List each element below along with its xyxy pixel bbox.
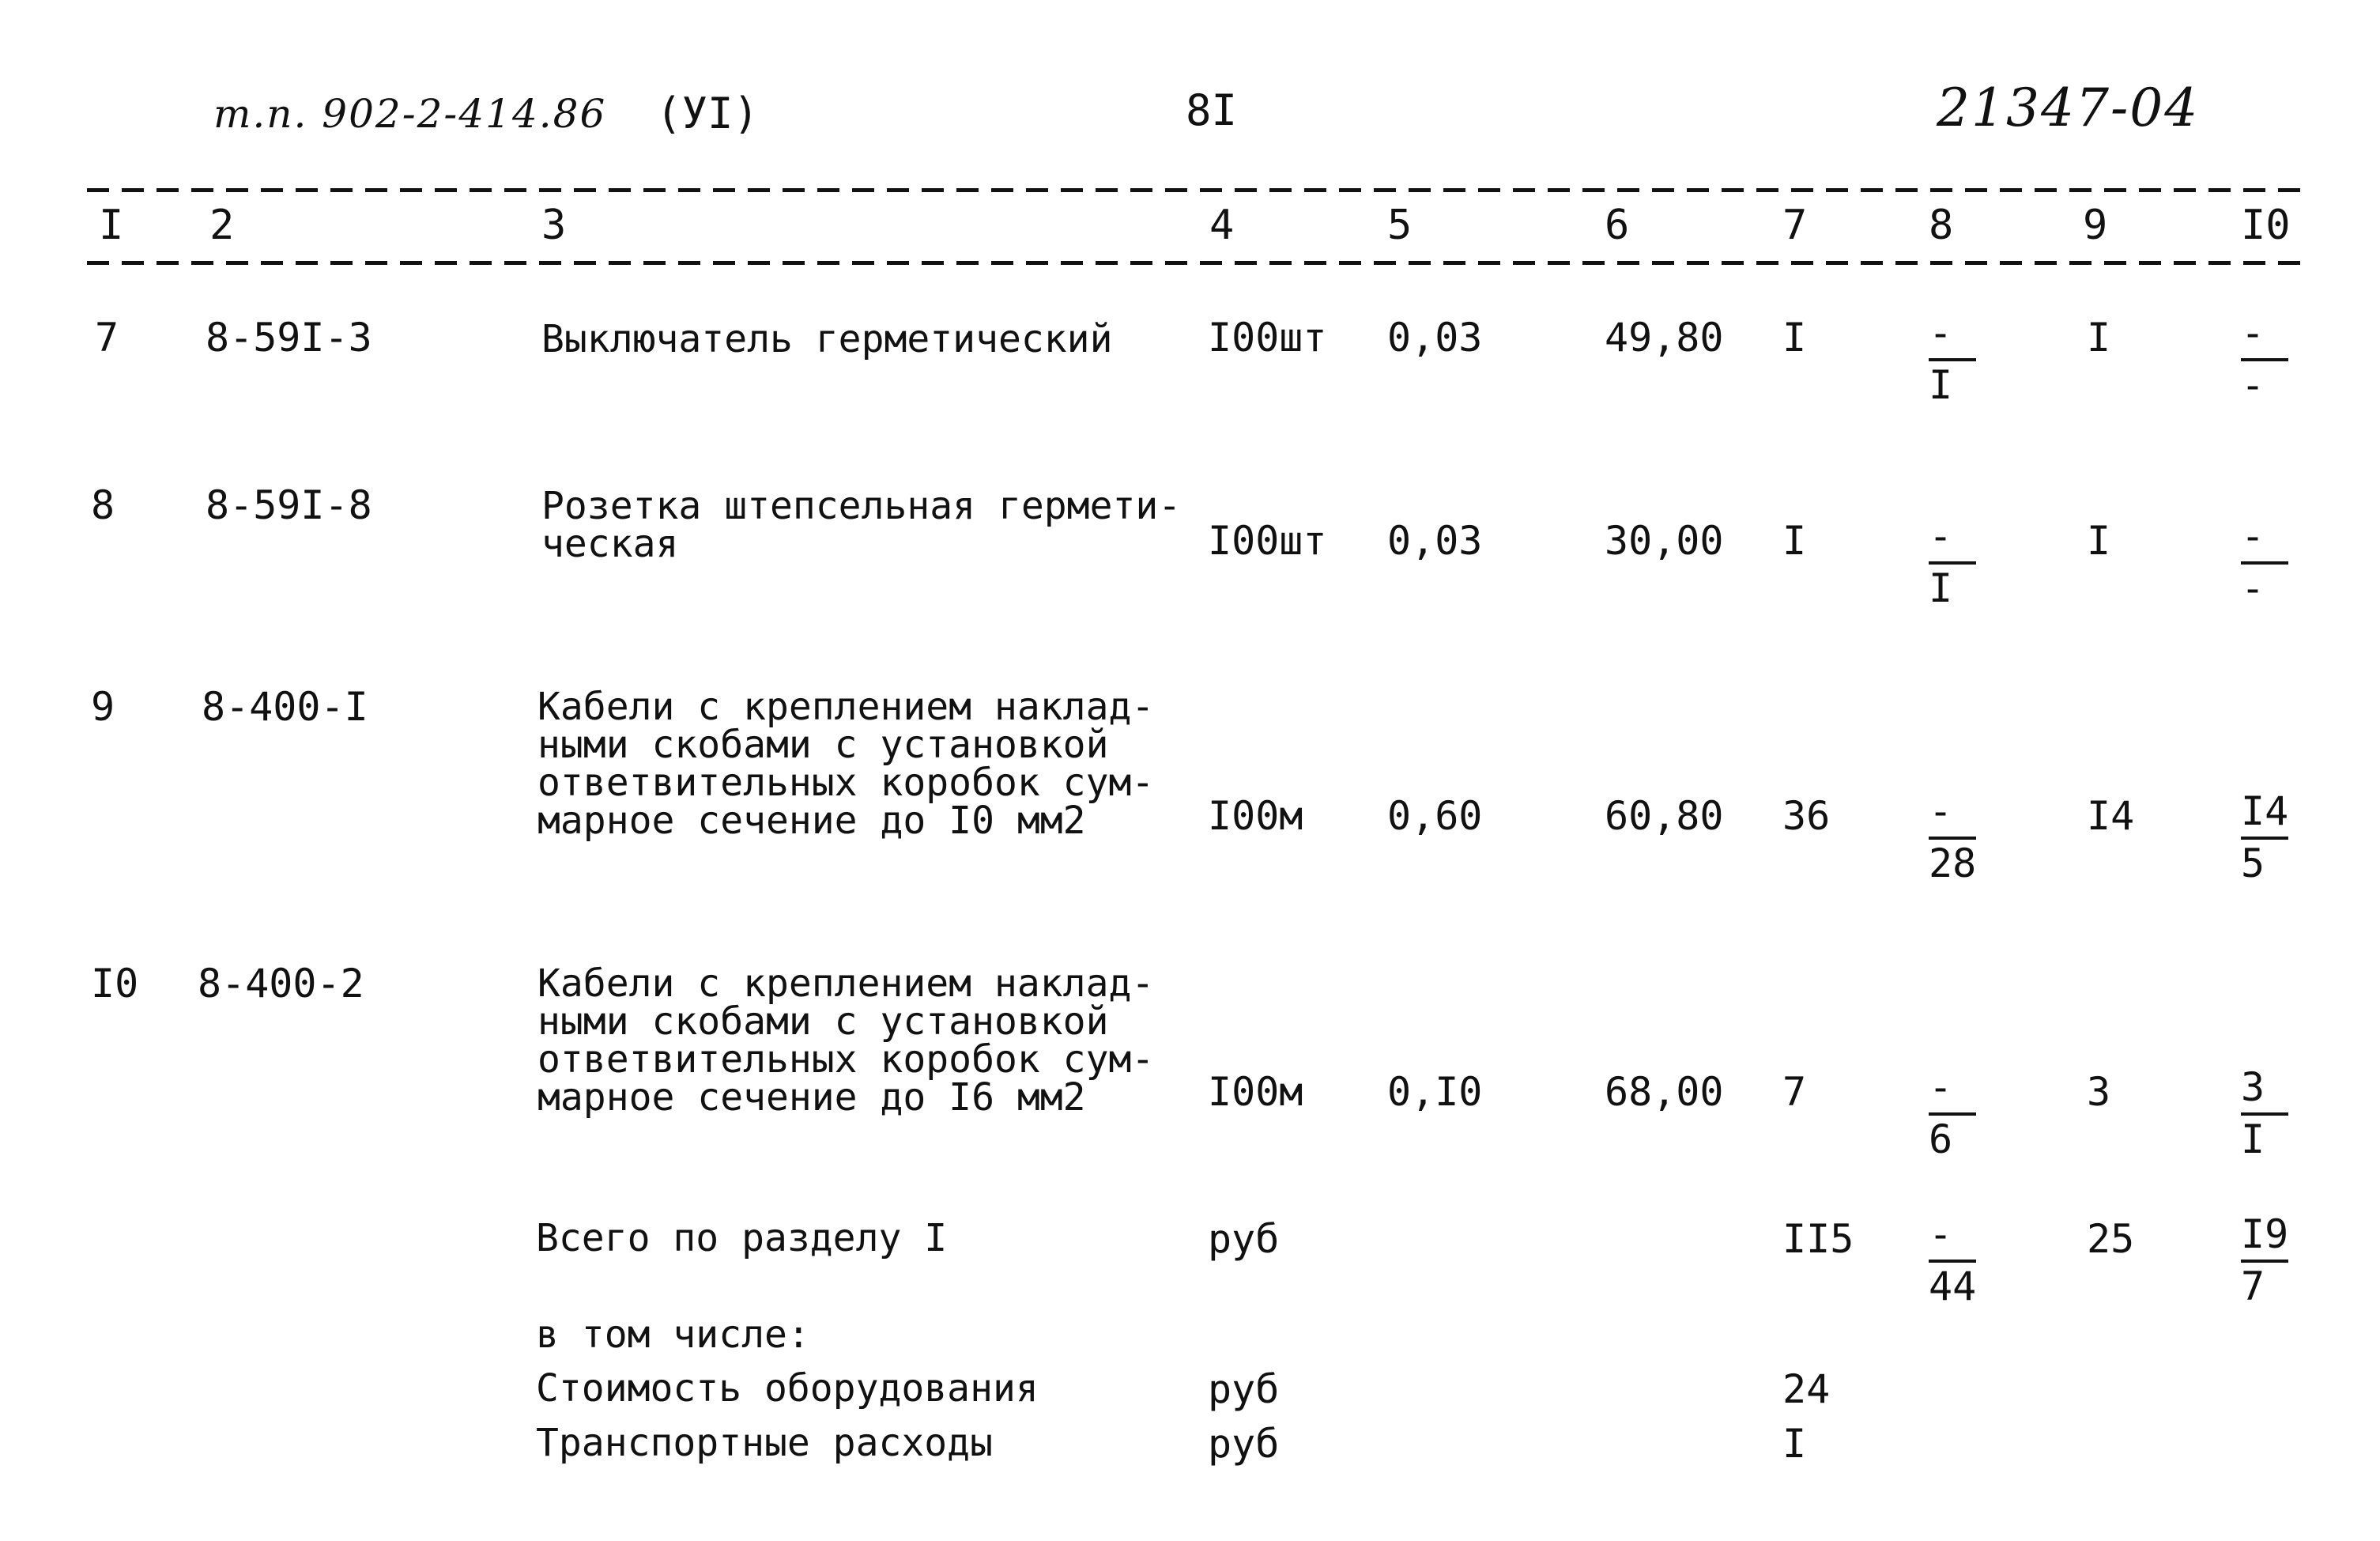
unit: I00шт xyxy=(1208,518,1327,564)
inventory-number: 21347-04 xyxy=(1937,77,2200,138)
col10-denominator: - xyxy=(2241,565,2265,611)
total-col9: 25 xyxy=(2087,1216,2135,1262)
breakdown-unit: руб xyxy=(1208,1366,1280,1412)
col7-value: I xyxy=(1782,315,1807,361)
unit-price: 68,00 xyxy=(1605,1069,1724,1115)
col10-denominator: 5 xyxy=(2241,840,2265,886)
row-number: I0 xyxy=(91,961,139,1007)
column-header: I xyxy=(99,202,124,249)
column-header: 7 xyxy=(1782,202,1808,249)
item-description: Розетка штепсельная гермети- ческая xyxy=(541,484,1182,566)
col10-numerator: I9 xyxy=(2241,1211,2289,1257)
col10-fraction xyxy=(2241,513,2304,611)
column-header: 9 xyxy=(2083,202,2108,249)
breakdown-unit: руб xyxy=(1208,1421,1280,1467)
breakdown-label: Стоимость оборудования xyxy=(536,1366,1039,1411)
breakdown-value: I xyxy=(1782,1421,1807,1467)
table-header-rule xyxy=(87,261,2300,265)
column-header: 4 xyxy=(1209,202,1235,249)
row-number: 8 xyxy=(91,482,115,528)
col7-value: I xyxy=(1782,518,1807,564)
quantity: 0,03 xyxy=(1387,518,1483,564)
col10-denominator: 7 xyxy=(2241,1263,2265,1309)
row-number: 7 xyxy=(95,315,119,361)
quantity: 0,60 xyxy=(1387,793,1483,839)
col7-value: 36 xyxy=(1782,793,1831,839)
quantity: 0,I0 xyxy=(1387,1069,1483,1115)
col10-fraction xyxy=(2241,310,2304,408)
item-description: Кабели с креплением наклад- ными скобами с установкой ответвительных коробок сум- марное сечение до I0 мм2 xyxy=(537,685,1155,843)
col8-denominator: 28 xyxy=(1929,840,1977,886)
breakdown-label: Транспортные расходы xyxy=(536,1421,993,1465)
col10-denominator: - xyxy=(2241,362,2265,408)
col10-numerator: - xyxy=(2241,513,2265,559)
col9-value: I4 xyxy=(2087,793,2135,839)
total-col10-fraction xyxy=(2241,1211,2304,1309)
col10-fraction xyxy=(2241,1064,2304,1162)
price-code: 8-59I-3 xyxy=(206,315,372,361)
column-header: 3 xyxy=(541,202,567,249)
row-number: 9 xyxy=(91,684,115,730)
total-label: Всего по разделу I xyxy=(536,1216,948,1260)
col8-denominator: I xyxy=(1929,362,1953,408)
col8-numerator: - xyxy=(1929,788,1953,834)
total-unit: руб xyxy=(1208,1216,1280,1262)
column-header: 6 xyxy=(1605,202,1630,249)
col8-numerator: - xyxy=(1929,513,1953,559)
unit: I00м xyxy=(1208,1069,1303,1115)
item-description: Кабели с креплением наклад- ными скобами с установкой ответвительных коробок сум- марное сечение до I6 мм2 xyxy=(537,961,1155,1120)
col8-numerator: - xyxy=(1929,1211,1953,1257)
unit-price: 60,80 xyxy=(1605,793,1724,839)
price-code: 8-400-2 xyxy=(198,961,364,1007)
price-code: 8-59I-8 xyxy=(206,482,372,528)
col8-denominator: I xyxy=(1929,565,1953,611)
table-top-rule xyxy=(87,188,2300,192)
section-label: (УI) xyxy=(656,89,760,138)
col10-numerator: 3 xyxy=(2241,1064,2265,1110)
col8-fraction xyxy=(1929,1064,1992,1162)
including-label: в том числе: xyxy=(536,1312,810,1357)
col7-value: 7 xyxy=(1782,1069,1807,1115)
column-header: 2 xyxy=(209,202,235,249)
unit-price: 49,80 xyxy=(1605,315,1724,361)
column-header: 5 xyxy=(1387,202,1413,249)
col8-fraction xyxy=(1929,513,1992,611)
unit-price: 30,00 xyxy=(1605,518,1724,564)
column-header: 8 xyxy=(1929,202,1954,249)
col10-numerator: - xyxy=(2241,310,2265,356)
column-header: I0 xyxy=(2241,202,2291,249)
breakdown-value: 24 xyxy=(1782,1366,1831,1412)
col9-value: I xyxy=(2087,518,2111,564)
quantity: 0,03 xyxy=(1387,315,1483,361)
col9-value: 3 xyxy=(2087,1069,2111,1115)
total-col8-fraction xyxy=(1929,1211,1992,1309)
price-code: 8-400-I xyxy=(202,684,368,730)
doc-code: т.п. 902-2-414.86 xyxy=(213,91,607,137)
item-description: Выключатель герметический xyxy=(541,317,1113,361)
unit: I00шт xyxy=(1208,315,1327,361)
col8-denominator: 44 xyxy=(1929,1263,1977,1309)
unit: I00м xyxy=(1208,793,1303,839)
col8-numerator: - xyxy=(1929,310,1953,356)
col10-denominator: I xyxy=(2241,1116,2265,1162)
col10-fraction xyxy=(2241,788,2304,886)
page-number: 8I xyxy=(1186,85,1238,135)
col9-value: I xyxy=(2087,315,2111,361)
col8-numerator: - xyxy=(1929,1064,1953,1110)
col8-fraction xyxy=(1929,788,1992,886)
col10-numerator: I4 xyxy=(2241,788,2289,834)
total-col7: II5 xyxy=(1782,1216,1854,1262)
col8-denominator: 6 xyxy=(1929,1116,1953,1162)
col8-fraction xyxy=(1929,310,1992,408)
